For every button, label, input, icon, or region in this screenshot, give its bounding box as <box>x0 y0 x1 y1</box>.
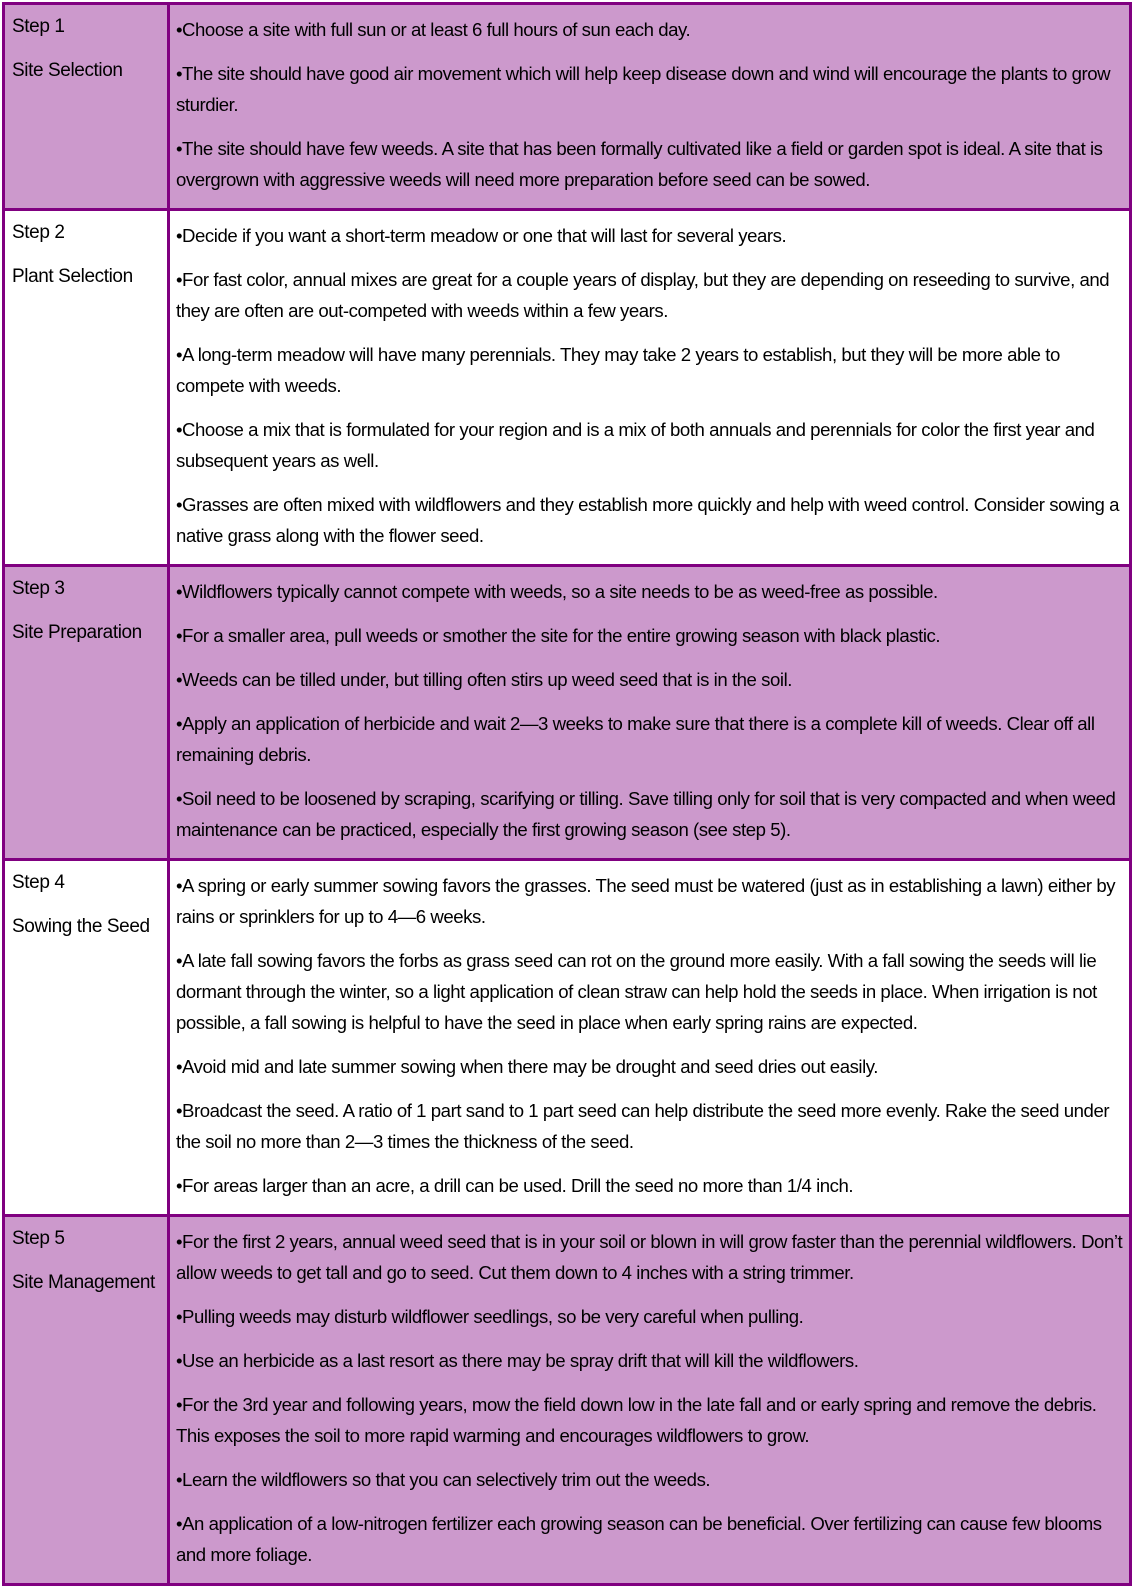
step-number: Step 2 <box>12 222 65 243</box>
bullet-item: •Grasses are often mixed with wildflowers and they establish more quickly and help with weed control. Consider sowing a native grass along with the flower seed. <box>176 494 1120 546</box>
step-content-cell <box>169 566 1131 860</box>
step-number: Step 1 <box>12 16 65 37</box>
bullet-item: •Pulling weeds may disturb wildflower seedlings, so be very careful when pulling. <box>176 1306 804 1327</box>
bullet-item: •An application of a low-nitrogen fertilizer each growing season can be beneficial. Over fertilizing can cause few blooms and more foliage. <box>176 1513 1102 1565</box>
bullet-item: •Avoid mid and late summer sowing when there may be drought and seed dries out easily. <box>176 1056 878 1077</box>
step-title: Plant Selection <box>12 266 133 287</box>
bullet-item: •For areas larger than an acre, a drill can be used. Drill the seed no more than 1/4 inch. <box>176 1175 854 1196</box>
step-title: Site Preparation <box>12 622 142 643</box>
step-title: Site Management <box>12 1272 155 1293</box>
bullet-item: •Learn the wildflowers so that you can selectively trim out the weeds. <box>176 1469 711 1490</box>
bullet-item: •Apply an application of herbicide and wait 2—3 weeks to make sure that there is a complete kill of weeds. Clear off all remaining debris. <box>176 713 1095 765</box>
bullet-item: •Use an herbicide as a last resort as there may be spray drift that will kill the wildflowers. <box>176 1350 859 1371</box>
step-label-cell <box>4 4 169 210</box>
bullet-item: •A long-term meadow will have many perennials. They may take 2 years to establish, but they will be more able to compete with weeds. <box>176 344 1060 396</box>
step-row-4 <box>4 860 1131 1216</box>
bullet-item: •For the first 2 years, annual weed seed that is in your soil or blown in will grow faster than the perennial wildflowers. Don’t allow weeds to get tall and go to seed. Cut them down to 4 inches with a string trimmer. <box>176 1231 1123 1283</box>
step-content-cell <box>169 4 1131 210</box>
bullet-item: •For a smaller area, pull weeds or smother the site for the entire growing season with black plastic. <box>176 625 941 646</box>
bullet-item: •A spring or early summer sowing favors the grasses. The seed must be watered (just as in establishing a lawn) either by rains or sprinklers for up to 4—6 weeks. <box>176 875 1116 927</box>
step-number: Step 5 <box>12 1228 65 1249</box>
bullet-item: •The site should have good air movement which will help keep disease down and wind will encourage the plants to grow sturdier. <box>176 63 1111 115</box>
step-title: Sowing the Seed <box>12 916 150 937</box>
step-number: Step 3 <box>12 578 65 599</box>
step-content-cell <box>169 1216 1131 1585</box>
bullet-item: •Weeds can be tilled under, but tilling often stirs up weed seed that is in the soil. <box>176 669 792 690</box>
bullet-item: •For fast color, annual mixes are great for a couple years of display, but they are depending on reseeding to survive, and they are often are out-competed with weeds within a few years. <box>176 269 1110 321</box>
step-row-1 <box>4 4 1131 210</box>
step-label-cell <box>4 566 169 860</box>
bullet-item: •Soil need to be loosened by scraping, scarifying or tilling. Save tilling only for soil that is very compacted and when weed maintenance can be practiced, especially the first growing season (see step 5). <box>176 788 1116 840</box>
step-number: Step 4 <box>12 872 65 893</box>
step-label-cell <box>4 210 169 566</box>
bullet-item: •Broadcast the seed. A ratio of 1 part sand to 1 part seed can help distribute the seed more evenly. Rake the seed under the soil no more than 2—3 times the thickness of the seed. <box>176 1100 1110 1152</box>
bullet-item: •Decide if you want a short-term meadow or one that will last for several years. <box>176 225 787 246</box>
bullet-item: •Wildflowers typically cannot compete with weeds, so a site needs to be as weed-free as possible. <box>176 581 938 602</box>
bullet-item: •Choose a mix that is formulated for your region and is a mix of both annuals and perennials for color the first year and subsequent years as well. <box>176 419 1095 471</box>
step-title: Site Selection <box>12 60 123 81</box>
step-row-2 <box>4 210 1131 566</box>
step-row-5 <box>4 1216 1131 1585</box>
wildflower-steps-table <box>2 2 1132 1586</box>
step-label-cell <box>4 1216 169 1585</box>
bullet-item: •A late fall sowing favors the forbs as grass seed can rot on the ground more easily. With a fall sowing the seeds will lie dormant through the winter, so a light application of clean straw can help hold the seeds in place. When irrigation is not possible, a fall sowing is helpful to have the seed in place when early spring rains are expected. <box>176 950 1097 1033</box>
step-label-cell <box>4 860 169 1216</box>
bullet-item: •Choose a site with full sun or at least 6 full hours of sun each day. <box>176 19 691 40</box>
bullet-item: •The site should have few weeds. A site that has been formally cultivated like a field or garden spot is ideal. A site that is overgrown with aggressive weeds will need more preparation before seed can be sowed. <box>176 138 1103 190</box>
step-row-3 <box>4 566 1131 860</box>
step-content-cell <box>169 860 1131 1216</box>
bullet-item: •For the 3rd year and following years, mow the field down low in the late fall and or early spring and remove the debris. This exposes the soil to more rapid warming and encourages wildflowers to grow. <box>176 1394 1097 1446</box>
step-content-cell <box>169 210 1131 566</box>
